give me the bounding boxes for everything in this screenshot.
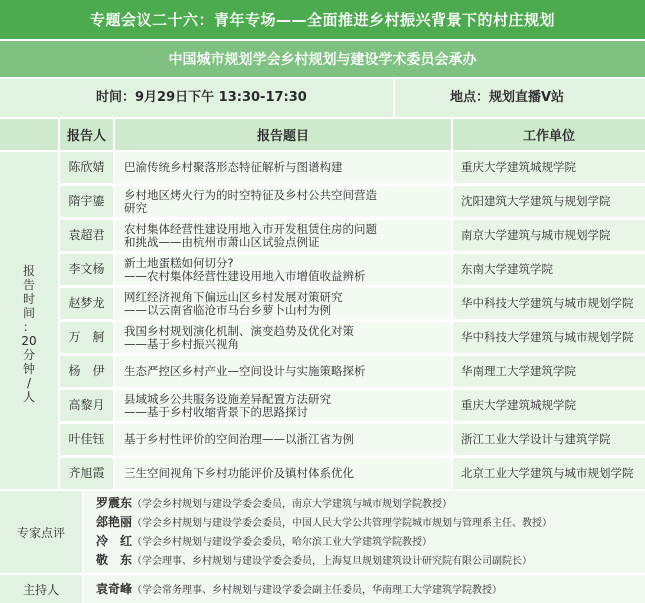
reporter-name: 高黎月	[60, 390, 113, 421]
report-topic: 生态严控区乡村产业—空间设计与实施策略探析	[115, 356, 451, 387]
host-item	[96, 580, 502, 598]
reporter-name: 万 舸	[60, 322, 113, 353]
report-topic: 农村集体经营性建设用地入市开发租赁住房的问题 和挑战——由杭州市萧山区试验点例证	[115, 220, 451, 251]
reporter-unit: 浙江工业大学设计与建筑学院	[453, 424, 645, 455]
expert-item	[96, 513, 552, 531]
organizer-banner: 中国城市规划学会乡村规划与建设学术委员会承办	[0, 41, 645, 77]
report-time-column	[0, 152, 58, 489]
reporter-unit: 华南理工大学建筑学院	[453, 356, 645, 387]
expert-desc: （学会理事、乡村规划与建设学委会委员，上海复旦规划建筑设计研究院有限公司副院长）	[132, 556, 533, 567]
reporter-unit: 华中科技大学建筑与城市规划学院	[453, 322, 645, 353]
header-unit: 工作单位	[453, 119, 645, 150]
experts-label: 专家点评	[0, 491, 82, 573]
report-topic: 巴渝传统乡村聚落形态特征解析与图谱构建	[115, 152, 451, 183]
table-row	[60, 424, 645, 455]
expert-name: 罗震东	[96, 496, 133, 510]
reporter-unit: 北京工业大学建筑与城市规划学院	[453, 458, 645, 489]
session-location: 地点：规划直播V站	[450, 90, 565, 105]
reporter-unit: 沈阳建筑大学建筑与规划学院	[453, 186, 645, 217]
reporter-name: 隋宇鎏	[60, 186, 113, 217]
expert-desc: （学会乡村规划与建设学委会委员，中国人民大学公共管理学院城市规划与管理系主任、教授）	[132, 518, 553, 529]
session-info-row	[0, 79, 645, 117]
report-topic: 三生空间视角下乡村功能评价及镇村体系优化	[115, 458, 451, 489]
report-topic: 乡村地区烤火行为的时空特征及乡村公共空间营造 研究	[115, 186, 451, 217]
expert-name: 敬 东	[96, 553, 133, 567]
session-title: 专题会议二十六：青年专场——全面推进乡村振兴背景下的村庄规划	[0, 0, 645, 39]
header-topic: 报告题目	[115, 119, 451, 150]
reporter-unit: 重庆大学建筑城规学院	[453, 390, 645, 421]
table-row	[60, 254, 645, 285]
header-reporter: 报告人	[60, 119, 113, 150]
expert-desc: （学会乡村规划与建设学委会委员，哈尔滨工业大学建筑学院教授）	[132, 537, 433, 548]
report-topic: 网红经济视角下偏远山区乡村发展对策研究 ——以云南省临沧市马台乡萝卜山村为例	[115, 288, 451, 319]
expert-desc: （学会乡村规划与建设学委会委员，南京大学建筑与城市规划学院教授）	[132, 499, 453, 510]
reporter-unit: 南京大学建筑与城市规划学院	[453, 220, 645, 251]
reporter-unit: 重庆大学建筑城规学院	[453, 152, 645, 183]
expert-name: 郐艳丽	[96, 515, 133, 529]
reporter-name: 齐旭霞	[60, 458, 113, 489]
expert-item	[96, 532, 432, 550]
info-divider	[393, 79, 395, 117]
expert-item	[96, 494, 452, 512]
host-info	[84, 575, 645, 603]
experts-list	[84, 491, 645, 573]
table-row	[60, 220, 645, 251]
table-row	[60, 322, 645, 353]
table-row	[60, 186, 645, 217]
report-topic: 新土地蛋糕如何切分? ——农村集体经营性建设用地入市增值收益辨析	[115, 254, 451, 285]
reporter-unit: 华中科技大学建筑与城市规划学院	[453, 288, 645, 319]
report-time-note: 报 告 时 间 ： 20 分 钟 / 人	[21, 264, 37, 404]
report-topic: 基于乡村性评价的空间治理——以浙江省为例	[115, 424, 451, 455]
reporter-name: 杨 伊	[60, 356, 113, 387]
table-row	[60, 288, 645, 319]
expert-name: 冷 红	[96, 534, 133, 548]
reporter-name: 陈欣婧	[60, 152, 113, 183]
table-row	[60, 390, 645, 421]
header-blank	[0, 119, 58, 150]
reporter-unit: 东南大学建筑学院	[453, 254, 645, 285]
report-topic: 我国乡村规划演化机制、演变趋势及优化对策 ——基于乡村振兴视角	[115, 322, 451, 353]
host-label: 主持人	[0, 575, 82, 603]
expert-item	[96, 551, 532, 569]
report-topic: 县域城乡公共服务设施差异配置方法研究 ——基于乡村收缩背景下的思路探讨	[115, 390, 451, 421]
table-row	[60, 458, 645, 489]
reporter-name: 赵梦龙	[60, 288, 113, 319]
table-row	[60, 356, 645, 387]
reporter-name: 叶佳钰	[60, 424, 113, 455]
reporter-name: 李文杨	[60, 254, 113, 285]
reporter-name: 袁超君	[60, 220, 113, 251]
session-time: 时间：9月29日下午 13:30-17:30	[96, 90, 307, 105]
host-desc: （学会常务理事、乡村规划与建设学委会副主任委员，华南理工大学建筑学院教授）	[132, 585, 503, 596]
host-name: 袁奇峰	[96, 582, 133, 596]
table-row	[60, 152, 645, 183]
